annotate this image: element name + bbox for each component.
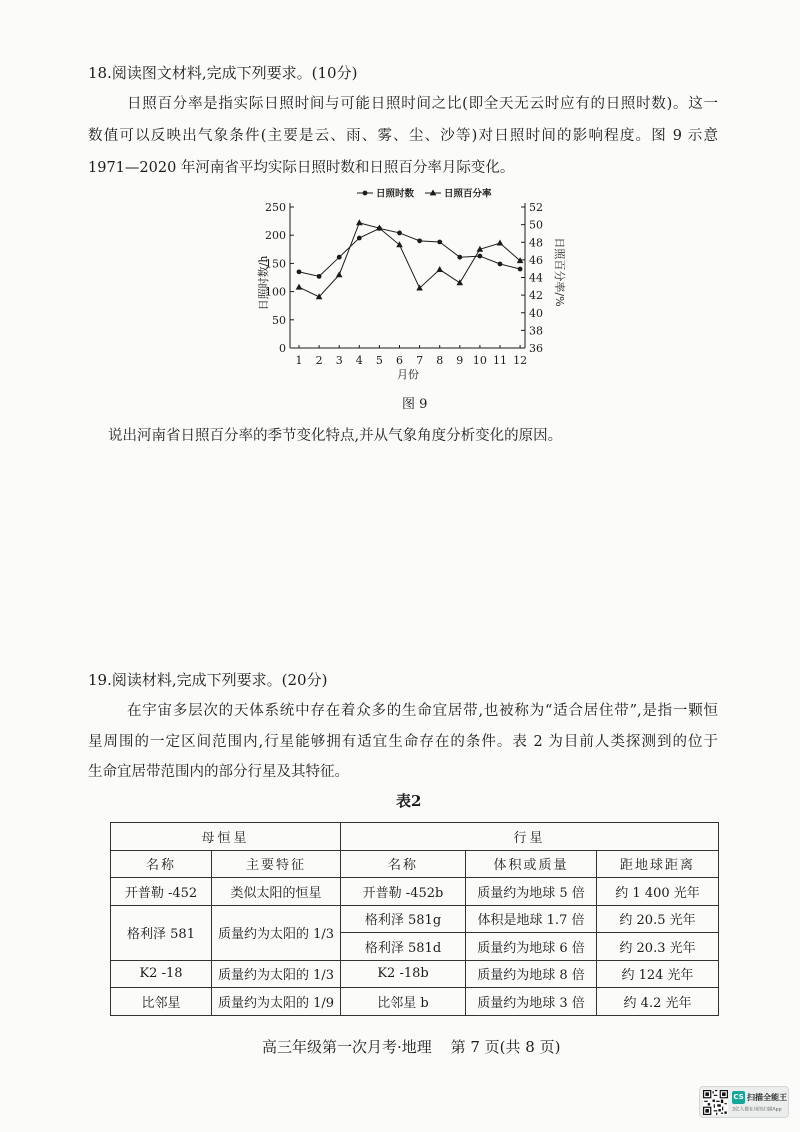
right-y-tick-label: 48: [529, 236, 543, 250]
planet-name: 格利泽 581d: [341, 933, 466, 961]
left-y-tick-label: 150: [265, 257, 286, 271]
star-name: 比邻星: [111, 988, 212, 1016]
left-y-tick-label: 200: [265, 229, 286, 243]
x-tick-label: 9: [456, 354, 464, 367]
figure-caption: 图 9: [402, 397, 428, 412]
series-1-point: [337, 255, 342, 260]
right-y-axis-label: 日照百分率/%: [553, 237, 566, 307]
right-y-tick-label: 38: [529, 324, 543, 338]
star-feature: 质量约为太阳的 1/3: [212, 905, 341, 960]
planet-name: 比邻星 b: [341, 988, 466, 1016]
column-header-star-name: 名称: [111, 850, 212, 878]
page-footer: [262, 1037, 560, 1057]
series-1-point: [417, 238, 422, 243]
x-axis-label: 月份: [397, 368, 419, 381]
series-1-point: [478, 254, 483, 259]
series-2-point: [336, 271, 343, 277]
x-tick-label: 1: [295, 354, 303, 367]
footer-page-info: 第 7 页(共 8 页): [450, 1038, 561, 1056]
column-header-star-feature: 主要特征: [212, 850, 341, 878]
x-tick-label: 11: [493, 354, 507, 367]
scanner-app-name: 扫描全能王: [747, 1093, 787, 1102]
series-1-point: [317, 274, 322, 279]
scanner-watermark-badge: [699, 1086, 789, 1118]
series-2-point: [457, 279, 464, 285]
table-2: [110, 822, 719, 1016]
x-tick-label: 7: [416, 354, 424, 367]
q19-paragraph-line: 星周围的一定区间范围内,行星能够拥有适宜生命存在的条件。表 2 为目前人类探测到的位于: [88, 734, 718, 750]
q18-paragraph-line: 数值可以反映出气象条件(主要是云、雨、雾、尘、沙等)对日照时间的影响程度。图 9 示意: [88, 128, 718, 144]
q19-paragraph-line: 在宇宙多层次的天体系统中存在着众多的生命宜居带,也被称为“适合居住带”,是指一颗恒: [127, 703, 718, 719]
right-y-tick-label: 42: [529, 289, 543, 303]
camscanner-logo-icon: CS: [732, 1091, 745, 1104]
x-tick-label: 6: [396, 354, 403, 367]
right-y-tick-label: 52: [529, 201, 543, 214]
right-y-tick-label: 44: [529, 271, 543, 285]
table-column-header-row: [111, 850, 719, 878]
series-1-point: [357, 236, 362, 241]
series-2-point: [296, 284, 303, 290]
planet-size-or-mass: 质量约为地球 8 倍: [466, 960, 597, 988]
series-line-1: [299, 228, 520, 276]
q18-paragraph-line: 日照百分率是指实际日照时间与可能日照时间之比(即全天无云时应有的日照时数)。这一: [127, 96, 718, 112]
planet-name: 格利泽 581g: [341, 905, 466, 933]
table-group-header-row: [111, 823, 719, 851]
star-feature: 质量约为太阳的 1/9: [212, 988, 341, 1016]
table-row: [111, 960, 719, 988]
x-tick-label: 4: [355, 354, 363, 367]
series-1-point: [457, 255, 462, 260]
column-header-distance: 距地球距离: [597, 850, 719, 878]
q19-heading: 19.阅读材料,完成下列要求。(20分): [88, 671, 328, 689]
table-row: [111, 988, 719, 1016]
planet-name: K2 -18b: [341, 960, 466, 988]
group-header-planet: 行星: [341, 823, 719, 851]
series-2-point: [497, 240, 504, 246]
x-tick-label: 5: [375, 354, 383, 367]
qr-code-icon: [703, 1090, 728, 1115]
series-1-point: [297, 269, 302, 274]
table-row: [111, 905, 719, 933]
table-title: 表2: [396, 792, 422, 810]
table-row: [111, 878, 719, 906]
left-y-tick-label: 250: [265, 201, 286, 214]
planet-size-or-mass: 体积是地球 1.7 倍: [466, 905, 597, 933]
figure-9-chart: [240, 182, 580, 387]
series-2-point: [436, 266, 443, 272]
star-name: 开普勒 -452: [111, 878, 212, 906]
q19-paragraph-line: 生命宜居带范围内的部分行星及其特征。: [88, 764, 349, 780]
planet-distance: 约 1 400 光年: [597, 878, 719, 906]
left-y-tick-label: 50: [272, 313, 286, 327]
series-1-point: [397, 231, 402, 236]
series-line-2: [299, 223, 520, 297]
planet-size-or-mass: 质量约为地球 3 倍: [466, 988, 597, 1016]
planet-distance: 约 20.5 光年: [597, 905, 719, 933]
legend-marker-2: [430, 189, 437, 195]
x-tick-label: 8: [436, 354, 444, 367]
left-y-tick-label: 100: [265, 285, 286, 299]
x-tick-label: 3: [335, 354, 343, 367]
right-y-tick-label: 36: [529, 342, 543, 355]
x-tick-label: 10: [472, 354, 487, 367]
legend-label-2: 日照百分率: [444, 188, 492, 200]
planet-name: 开普勒 -452b: [341, 878, 466, 906]
planet-distance: 约 124 光年: [597, 960, 719, 988]
column-header-size-or-mass: 体积或质量: [466, 850, 597, 878]
legend-label-1: 日照时数: [376, 188, 415, 200]
star-feature: 类似太阳的恒星: [212, 878, 341, 906]
star-name: K2 -18: [111, 960, 212, 988]
left-y-tick-label: 0: [279, 342, 286, 355]
series-2-point: [356, 219, 363, 225]
star-name: 格利泽 581: [111, 905, 212, 960]
planet-distance: 约 4.2 光年: [597, 988, 719, 1016]
series-1-point: [437, 240, 442, 245]
planet-distance: 约 20.3 光年: [597, 933, 719, 961]
x-tick-label: 12: [513, 354, 528, 367]
right-y-tick-label: 50: [529, 218, 543, 232]
column-header-planet-name: 名称: [341, 850, 466, 878]
footer-exam-title: 高三年级第一次月考·地理: [262, 1038, 432, 1056]
q18-question: 说出河南省日照百分率的季节变化特点,并从气象角度分析变化的原因。: [108, 428, 563, 444]
right-y-tick-label: 46: [529, 253, 543, 267]
x-tick-label: 2: [315, 354, 323, 367]
group-header-host-star: 母恒星: [111, 823, 341, 851]
series-1-point: [498, 262, 503, 267]
legend-marker-1: [363, 191, 368, 196]
planet-size-or-mass: 质量约为地球 5 倍: [466, 878, 597, 906]
scanner-tagline: 3亿人都在用的扫描App: [732, 1107, 782, 1113]
series-1-point: [518, 267, 523, 272]
right-y-tick-label: 40: [529, 306, 543, 320]
series-2-point: [396, 241, 403, 247]
planet-size-or-mass: 质量约为地球 6 倍: [466, 933, 597, 961]
left-y-axis-label: 日照时数/h: [257, 255, 270, 311]
star-feature: 质量约为太阳的 1/3: [212, 960, 341, 988]
q18-heading: 18.阅读图文材料,完成下列要求。(10分): [88, 64, 358, 82]
q18-paragraph-line: 1971—2020 年河南省平均实际日照时数和日照百分率月际变化。: [88, 160, 515, 176]
